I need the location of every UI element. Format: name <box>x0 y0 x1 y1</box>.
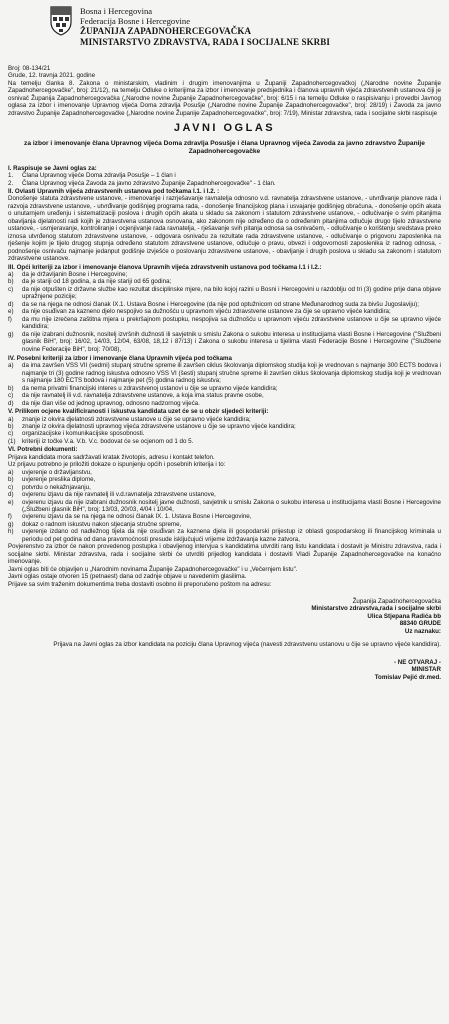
list-item-number: b) <box>8 278 14 286</box>
list-item-text: ovjerenu izjavu da nije izabrani dužnosnik nositelj javne dužnosti, savjetnik u smislu Zakona o sukobu interesa u institucijama vlasti Bosne i Hercegovine („Službeni glasnik BiH", broj: 13/03, 20/03, 4/04 i 10/04, <box>22 498 441 514</box>
list-item <box>8 278 441 285</box>
list-item <box>8 499 441 514</box>
list-item-text: ovjerenu izjavu da nije ravnatelj ili v.d.ravnatelja zdravstvene ustanove, <box>22 491 216 499</box>
list-item <box>8 491 441 498</box>
list-item-number: g) <box>8 520 14 528</box>
signature-block <box>8 659 441 681</box>
list-item <box>8 331 441 353</box>
list-item <box>8 301 441 308</box>
list-item-number: c) <box>8 392 14 400</box>
list-item-text: Člana Upravnog vijeće Doma zdravlja Posušje – 1 član i <box>22 172 176 180</box>
list-item-number: a) <box>8 270 14 278</box>
closing-paragraph-3: Javni oglas ostaje otvoren 15 (petnaest) dana od zadnje objave u navedenim glasilima. <box>8 573 247 581</box>
list-item-text: da nije otpušten iz državne službe kao rezultat disciplinske mjere, na bilo kojoj razini u Bosni i Hercegovini u razdoblju od tri (3) godine prije dana objave upražnjene pozicije; <box>22 285 441 301</box>
list-item-number: c) <box>8 483 14 491</box>
list-item-text: da nije član više od jednog upravnog, odnosno nadzornog vijeća. <box>22 399 200 407</box>
signatory-name: Tomislav Pejić dr.med. <box>374 673 441 681</box>
list-item-text: kriteriji iz točke V.a. V.b. V.c. bodovat će se ocjenom od 1 do 5. <box>22 437 194 445</box>
list-item <box>8 513 441 520</box>
list-item-number: 2. <box>8 179 14 187</box>
list-item-number: d) <box>8 491 14 499</box>
closing-paragraph-2: Javni oglas biti će objavljen u „Narodnim novinama Županije Zapadnohercegovačke" i u „Večernjem listu". <box>8 565 298 573</box>
list-item-text: da mu nije izrečena zaštitna mjera u prekršajnom postupku, nespojiva sa dužnošću u upravnom vijeću zdravstvene ustanove u čije se upravno vijeće kandidira; <box>22 315 441 331</box>
address-ministry: Ministarstvo zdravstva,rada i socijalne skrbi <box>311 605 441 613</box>
section-3-heading: III. Opći kriteriji za izbor i imenovanje članova Upravnih vijeća zdravstvenih ustanova pod točkama I.1 i I.2.: <box>8 263 322 271</box>
list-item-text: potvrdu o nekažnjavanju, <box>22 483 91 491</box>
list-item-number: b) <box>8 423 14 431</box>
list-item <box>8 484 441 491</box>
list-item-text: uvjerenje preslika diplome, <box>22 476 96 484</box>
list-item-text: dokaz o radnom iskustvu nakon stjecanja stručne spreme, <box>22 520 182 528</box>
list-item-text: da se na njega ne odnosi članak IX.1. Ustava Bosne i Hercegovine (da nije pod optužnicom od strane Međunarodnog suda za bivšu Jugoslaviju); <box>22 300 419 308</box>
list-item <box>8 172 441 179</box>
list-item-text: znanje iz okvira djelatnosti zdravstvene ustanove u čije se upravno vijeće kandidira; <box>22 415 251 423</box>
list-item-number: f) <box>8 513 12 521</box>
list-item-text: da je državljanin Bosne i Hercegovine; <box>22 270 128 278</box>
header-federation: Federacija Bosne i Hercegovine <box>80 16 191 26</box>
list-item <box>8 180 441 187</box>
list-item <box>8 392 441 399</box>
list-item <box>8 286 441 301</box>
list-item <box>8 416 441 423</box>
list-item-number: d) <box>8 300 14 308</box>
list-item-number: d) <box>8 399 14 407</box>
closing-paragraph-1: Povjerenstvo za izbor će nakon provedenog postupka i obavljenog intervjua s kandidatima utvrditi rang listu kandidata i dostavit je Ministru zdravstva, rada i socijalne skrbi. Ministar zdravstva, rada i socijalne skrbi će utvrditi prijedlog kandidata i dostaviti Vladi Županije Zapadnohercegovačke na konačno imenovanje. <box>8 543 441 566</box>
list-item-number: 1. <box>8 172 14 180</box>
header-canton: ŽUPANIJA ZAPADNOHERCEGOVAČKA <box>80 26 252 36</box>
header-country: Bosna i Hercegovina <box>80 6 153 16</box>
list-item-text: organizacijske i komunikacijske sposobnosti. <box>22 430 145 438</box>
document-date: Grude, 12. travnja 2021. godine <box>8 72 96 80</box>
section-6-heading: VI. Potrebni dokumenti: <box>8 446 78 454</box>
closing-paragraph-4: Prijave sa svim traženim dokumentima treba dostaviti osobno ili preporučeno poštom na adresu: <box>8 580 272 588</box>
list-item <box>8 362 441 384</box>
list-item-text: da nema privatni financijski interes u zdravstvenoj ustanovi u čije se upravno vijeće kandidira; <box>22 384 278 392</box>
list-item-number: a) <box>8 362 14 370</box>
coat-of-arms-icon <box>50 6 72 36</box>
list-item-number: (1) <box>8 437 16 445</box>
list-item <box>8 438 441 445</box>
header-ministry: MINISTARSTVO ZDRAVSTVA, RADA I SOCIJALNE SKRBI <box>80 36 330 47</box>
reference-number: Broj: 08-134/21 <box>8 65 51 72</box>
list-item <box>8 423 441 430</box>
list-item-text: uvjerenje o državljanstvu, <box>22 468 92 476</box>
section-2-heading: II. Ovlasti Upravnih vijeća zdravstvenih ustanova pod točkama I.1. i I.2. : <box>8 187 220 195</box>
list-item <box>8 271 441 278</box>
address-street: Ulica Stjepana Radića bb <box>367 612 441 620</box>
section-4-heading: IV. Posebni kriteriji za izbor i imenovanje člana Upravnih vijeća pod točkama <box>8 354 232 362</box>
list-item-text: da nije izabrani dužnosnik, nositelj izvršnih dužnosti ili savjetnik u smislu Zakona o sukobu interesa u institucijama vlasti Bosne i Hercegovine ("Službeni glasnik BiH", broj: 16/02, 14/03, 12/04, 63/08, 18,12 i 87/13) i Zakona o sukobu interesa u tijelima vlasti Federacije Bosne i Hercegovine ("Službene novine Federacije BiH", broj: 70/08), <box>22 330 441 353</box>
section-2-text: Donošenje statuta zdravstvene ustanove, - imenovanje i razrješavanje ravnatelja odnosno v.d. ravnatelja zdravstvene ustanove, - utvrđivanje planove rada i razvoja zdravstvene ustanove, - utvrđivanje godišnjeg programa rada, - donošenje financijskog plana i usvajanje godišnjeg obračuna, - donošenje općih akata o unutarnjem uređenju i sistematizaciji poslova i drugih općih akata u skladu sa zakonom i statutom zdravstvene ustanove, - odlučivanje o svim pitanjima obavljanja djelatnosti radi kojih je zdravstvena ustanova osnovana, ako zakonom nije određeno da o određenim pitanjima odlučuje drugo tijelo zdravstvene ustanove, - usmjeravanje, kontroliranje i ocjenjivanje rada ravnatelja, - rješavanje svih pitanja odnosa sa osnivačem, - odlučivanje o korištenju sredstava preko iznosa utvrđenog statutom zdravstvene ustanove, - odgovara osnivaču za rezultate rada zdravstvene ustanove, - odlučivanje o prigovoru zaposlenika na rješenje kojim je tijelo drugog stupnja određeno statutom zdravstvene ustanove, odlučuje o pravu, obvezi i odgovornosti zaposlenika iz radnog odnosa, - podnošenje osnivaču najmanje jedanput godišnje izvješće o poslovanju zdravstvene ustanove, - obavljanje i drugih poslova u skladu sa zakonom i statutom zdravstvene ustanove. <box>8 195 442 263</box>
list-item-text: uvjerenje izdano od nadležnog tijela da nije osuđivan za kaznena djela ili gospodarski prijestup iz oblasti gospodarskog ili financijskog kriminala u periodu od pet godina od dana pravomoćnosti presude isključujući vrijeme izdržavanja kazne zatvora, <box>22 528 441 543</box>
list-item <box>8 400 441 407</box>
list-item-text: ovjerenu izjavu da se na njega ne odnosi članak IX. 1. Ustava Bosne i Hercegovine, <box>22 513 252 521</box>
list-item-number: b) <box>8 476 14 484</box>
signatory-title: MINISTAR <box>411 666 441 674</box>
intro-paragraph: Na temelju članka 8. Zakona o ministarskim, vladinim i drugim imenovanjima u Županiji Zapadnohercegovačkoj („Narodne novine Županije Zapadnohercegovačke", broj: 21/12), na temelju Odluke o kriterijima za izbor i imenovanje predsjednika i članova upravnih vijeća zdravstvenih ustanova čiji je osnivač Županija Zapadnohercegovačka („Narodne novine Županije Zapadnohercegovačke", broj: 6/15 i na temelju Odluke o raspisivanju i provedbi Javnog oglasa za izbor i imenovanje Upravnog vijeća Doma zdravlja Posušje („Narodne novine Županije Zapadnohercegovačke", broj: 28/19) i Zavoda za javno zdravstvo Županije Zapadnohercegovačke („Narodne novine Županije Zapadnohercegovačke", broj: 7/19), Ministar zdravstva, rada i socijalne skrbi raspisuje <box>8 79 441 117</box>
list-item-number: e) <box>8 498 14 506</box>
list-item-number: c) <box>8 285 14 293</box>
list-item-number: f) <box>8 315 12 323</box>
list-item-text: da je stariji od 18 godina, a da nije stariji od 65 godina; <box>22 278 172 286</box>
list-item <box>8 476 441 483</box>
list-item <box>8 385 441 392</box>
section-1-heading: I. Raspisuje se Javni oglas za: <box>8 164 97 172</box>
list-item-text: Člana Upravnog vijeća Zavoda za javno zdravstvo Županije Zapadnohercegovačke" - 1 član. <box>22 179 276 187</box>
list-item <box>8 521 441 528</box>
list-item-number: g) <box>8 330 14 338</box>
list-item <box>8 308 441 315</box>
address-block <box>8 598 441 635</box>
list-item-number: c) <box>8 430 14 438</box>
address-canton: Županija Zapadnohercegovačka <box>352 598 441 605</box>
list-item-text: da nije osuđivan za kazneno djelo nespojivo sa dužnošću u upravnom vijeću zdravstvene ustanove za čije se upravno vijeće kandidira; <box>22 308 391 316</box>
document-subtitle: za izbor i imenovanje člana Upravnog vijeća Doma zdravlja Posušje i člana Upravnog vijeća Zavoda za javno zdravstvo Županije Zapadnohercegovačke <box>24 139 425 155</box>
letterhead <box>50 6 441 47</box>
application-notice: Prijava na Javni oglas za izbor kandidata na poziciju člana Upravnog vijeća (navesti zdravstvenu ustanovu u čije se upravno vijeće kandidira). <box>53 641 441 649</box>
list-item <box>8 469 441 476</box>
list-item-text: da ima završen VSS VII (sedmi) stupanj stručne spreme ili završen ciklus školovanja diplomskog studija koji je vrednovan s najmanje 300 ECTS bodova i najmanje tri (3) godine radnog iskustva odnosno VSS VI (šesti) stupanj stručne spreme ili završen ciklus školovanja diplomskog studija koji je vrednovan s najmanje 180 ECTS bodova i najmanje pet (5) godina radnog iskustva; <box>22 362 441 385</box>
list-item-text: da nije ravnatelj ili v.d. ravnatelja zdravstvene ustanove, a koja ima status pravne osobe, <box>22 392 264 400</box>
list-item-number: a) <box>8 468 14 476</box>
list-item-number: a) <box>8 415 14 423</box>
address-note-label: Uz naznaku: <box>404 627 441 635</box>
list-item-text: znanje iz okvira djelatnosti upravnog vijeća zdravstvene ustanove u čije se upravno vijeće kandidira; <box>22 423 296 431</box>
list-item-number: e) <box>8 308 14 316</box>
address-city: 88340 GRUDE <box>399 620 441 628</box>
section-5-heading: V. Prilikom ocjene kvalificiranosti i iskustva kandidata uzet će se u obzir sljedeći kriteriji: <box>8 408 269 416</box>
do-not-open-label: - NE OTVARAJ - <box>394 658 441 666</box>
list-item <box>8 528 441 543</box>
list-item <box>8 430 441 437</box>
document-title: JAVNI OGLAS <box>173 122 276 135</box>
section-6-lead-2: Uz prijavu potrebno je priložiti dokaze o ispunjenju općih i posebnih kriterija i to: <box>8 461 226 469</box>
list-item-number: b) <box>8 384 14 392</box>
list-item <box>8 316 441 331</box>
list-item-number: h) <box>8 528 14 536</box>
section-6-lead-1: Prijava kandidata mora sadržavati kratak životopis, adresu i kontakt telefon. <box>8 453 215 461</box>
